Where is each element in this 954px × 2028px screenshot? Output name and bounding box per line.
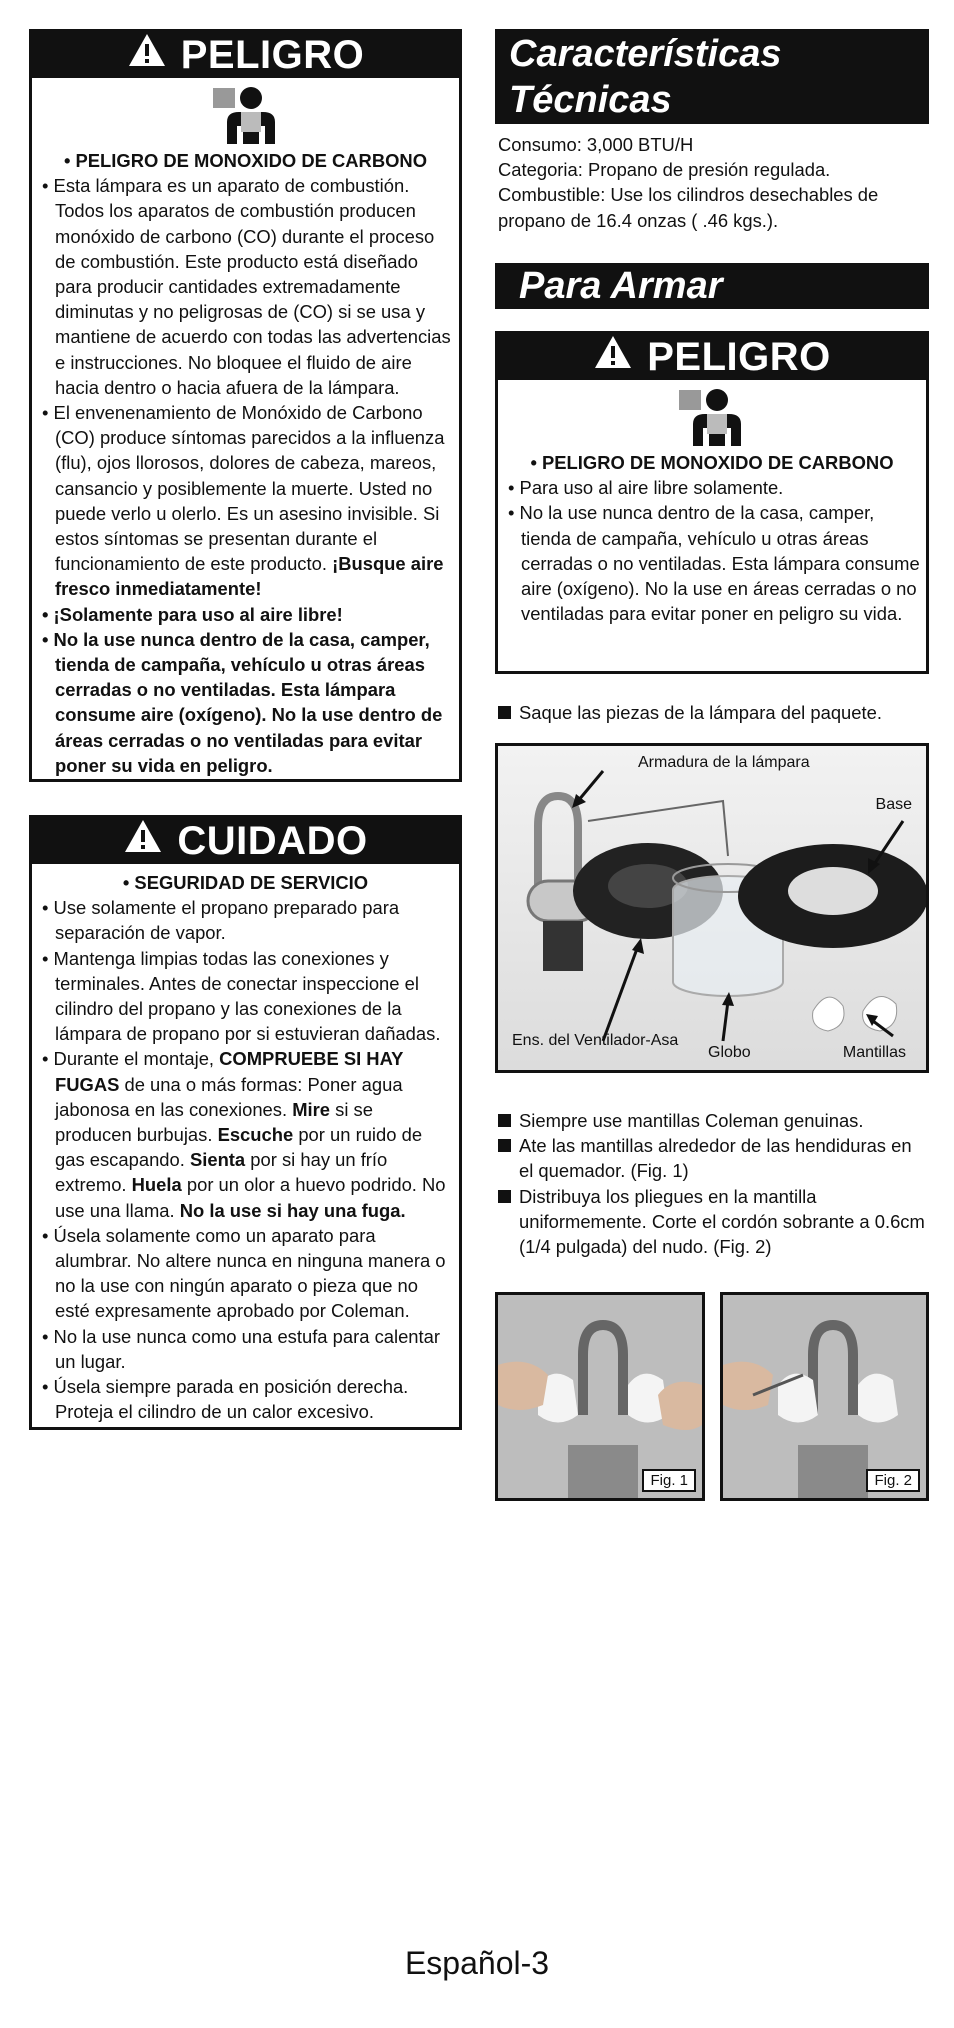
co-poisoning-person-icon — [498, 384, 926, 448]
specs-title — [495, 29, 929, 124]
peligro-title: PELIGRO — [180, 32, 365, 77]
fig-1-illustration — [498, 1295, 702, 1498]
cuidado-caution-box — [29, 815, 462, 1430]
step-item — [498, 1133, 928, 1183]
warning-triangle-icon — [127, 32, 167, 78]
specs-list — [498, 132, 928, 233]
armar-title: Para Armar — [495, 263, 929, 309]
text-bold: Escuche — [217, 1124, 294, 1146]
peligro-title-2: PELIGRO — [647, 334, 831, 379]
cuidado-bullet-1: • Use solamente el propano preparado para separación de vapor. — [42, 897, 400, 944]
text: si se producen burbujas. — [55, 1098, 373, 1146]
fig-2-illustration — [723, 1295, 926, 1498]
cuidado-bullet-5: • No la use nunca como una estufa para calentar un lugar. — [42, 1325, 440, 1372]
cuidado-bullet-6: • Úsela siempre parada en posición derecha. Proteja el cilindro de un calor excesivo. — [42, 1376, 409, 1423]
label-mantillas: Mantillas — [842, 1044, 906, 1061]
steps-list — [498, 1108, 928, 1259]
text: por un ruido de gas escapando. — [55, 1124, 423, 1171]
cuidado-header — [32, 818, 459, 864]
step-unpack — [498, 700, 928, 725]
peligro-bullet-1: • Esta lámpara es un aparato de combustión. Todos los aparatos de combustión producen monóxido de carbono (CO) durante el proceso de combustión. Este producto está diseñado para producir cantidades extremadamente diminutas y no peligrosas de (CO) si se usa y mantiene de acuerdo con todas las advertencias e instrucciones. No bloquee el fluido de aire hacia dentro o hacia afuera de la lámpara. — [42, 175, 451, 398]
peligro-warning-box-2 — [495, 331, 929, 674]
peligro-header — [32, 32, 459, 78]
cuidado-bullet-2: • Mantenga limpias todas las conexiones y terminales. Antes de conectar inspeccione el cilindro del propano y las conexiones de la lámpara de propano por si estuvieran dañadas. — [42, 947, 441, 1045]
fig-2-label: Fig. 2 — [866, 1469, 920, 1492]
fig-1-photo — [495, 1292, 705, 1501]
text-bold: Sienta — [189, 1149, 246, 1171]
peligro-bullet-4: • No la use nunca dentro de la casa, camper, tienda de campaña, vehículo u otras áreas cerradas o no ventiladas. Esta lámpara consume aire (oxígeno). No la use dentro de áreas cerradas o no ventiladas para evitar poner su vida en peligro. — [42, 628, 443, 776]
text: por un olor a huevo podrido. No use una llama. — [55, 1174, 446, 1221]
step-text: Ate las mantillas alrededor de las hendiduras en el quemador. (Fig. 1) — [519, 1135, 912, 1182]
peligro2-bullet-2: • No la use nunca dentro de la casa, camper, tienda de campaña, vehículo u otras áreas cerradas o no ventiladas. Esta lámpara consume aire (oxígeno). No la use en áreas cerradas o no ventiladas para evitar poner en peligro su vida. — [508, 502, 920, 625]
text-bold: COMPRUEBE SI HAY FUGAS — [55, 1048, 404, 1095]
square-bullet-icon — [498, 706, 511, 719]
lamp-parts-illustration — [498, 746, 926, 1070]
text-bold: Mire — [292, 1098, 331, 1120]
fig-1-label: Fig. 1 — [642, 1469, 696, 1492]
cuidado-subtitle: • SEGURIDAD DE SERVICIO — [122, 872, 369, 893]
step-item — [498, 1184, 928, 1260]
peligro-bullet-2-text: • El envenenamiento de Monóxido de Carbono (CO) produce síntomas parecidos a la influenza (flu), ojos llorosos, dolores de cabeza, mareos, cansancio y posiblemente la muerte. Usted no puede verlo u olerlo. Es un asesino invisible. Si estos síntomas se presentan durante el funcionamiento de este producto. — [42, 402, 445, 575]
cuidado-bullet-4: • Úsela solamente como un aparato para alumbrar. No altere nunca en ninguna manera o no la use con ningún aparato o pieza que no esté expresamente aprobado por Coleman. — [42, 1224, 446, 1322]
step-text: Siempre use mantillas Coleman genuinas. — [519, 1110, 864, 1131]
text: de una o más formas: Poner agua jabonosa en las conexiones. — [55, 1073, 403, 1120]
peligro-bullet-2 — [38, 400, 453, 602]
specs-title-line-1: Características — [509, 33, 782, 75]
text: por si hay un frío extremo. — [55, 1149, 388, 1196]
label-armadura: Armadura de la lámpara — [638, 754, 810, 771]
label-globo: Globo — [708, 1044, 751, 1061]
peligro-bullet-3: • ¡Solamente para uso al aire libre! — [42, 603, 343, 625]
step-item — [498, 1108, 928, 1133]
cuidado-bullet-3 — [38, 1046, 453, 1222]
label-base: Base — [875, 796, 912, 813]
specs-title-line-2: Técnicas — [509, 79, 672, 121]
peligro-subtitle: • PELIGRO DE MONOXIDO DE CARBONO — [63, 150, 428, 171]
square-bullet-icon — [498, 1139, 511, 1152]
warning-triangle-icon — [593, 334, 633, 380]
step-text: Distribuya los pliegues en la mantilla uniformemente. Corte el cordón sobrante a 0.6cm (1/4 pulgada) del nudo. (Fig. 2) — [519, 1185, 925, 1258]
step-unpack-text: Saque las piezas de la lámpara del paquete. — [519, 702, 882, 723]
co-poisoning-person-icon — [32, 82, 459, 146]
peligro-bullet-2-bold: ¡Busque aire fresco inmediatamente! — [55, 553, 444, 600]
peligro2-subtitle: • PELIGRO DE MONOXIDO DE CARBONO — [530, 452, 894, 473]
label-ventilador: Ens. del Ventilador-Asa — [512, 1032, 679, 1049]
warning-triangle-icon — [123, 818, 163, 864]
square-bullet-icon — [498, 1190, 511, 1203]
peligro2-bullet-1: • Para uso al aire libre solamente. — [508, 477, 784, 499]
fig-2-photo — [720, 1292, 929, 1501]
page-footer: Español-3 — [404, 1945, 550, 1981]
cuidado-title: CUIDADO — [177, 818, 368, 863]
peligro-header-2 — [498, 334, 926, 380]
text-bold: No la use si hay una fuga. — [179, 1199, 406, 1221]
spec-combustible: Combustible: Use los cilindros desechables de propano de 16.4 onzas ( .46 kgs.). — [498, 184, 879, 231]
spec-consumo: Consumo: 3,000 BTU/H — [498, 134, 694, 155]
spec-categoria: Categoria: Propano de presión regulada. — [498, 159, 831, 181]
peligro-warning-box — [29, 29, 462, 782]
text-bold: Huela — [131, 1174, 182, 1196]
square-bullet-icon — [498, 1114, 511, 1127]
text: • Durante el montaje, — [42, 1048, 220, 1070]
lamp-parts-photo — [495, 743, 929, 1073]
